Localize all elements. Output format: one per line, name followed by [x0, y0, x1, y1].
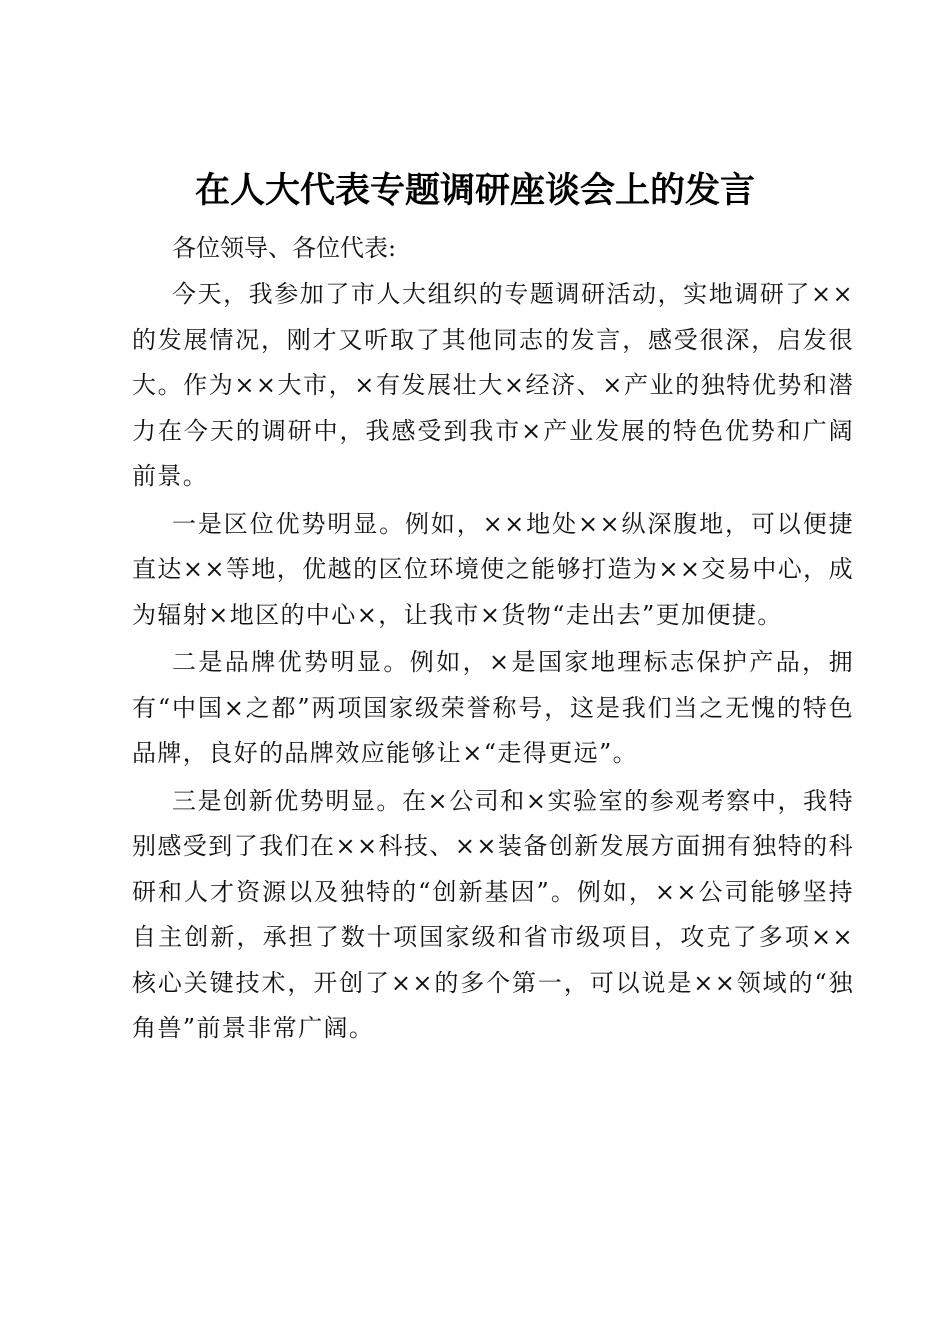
paragraph-intro: 今天，我参加了市人大组织的专题调研活动，实地调研了××的发展情况，刚才又听取了其他同志的发言，感受很深，启发很大。作为××大市，×有发展壮大×经济、×产业的独特优势和潜力在今天的调研中，我感受到我市×产业发展的特色优势和广阔前景。	[132, 280, 854, 490]
paragraph-innovation-advantage: 三是创新优势明显。在×公司和×实验室的参观考察中，我特别感受到了我们在××科技、××装备创新发展方面拥有独特的科研和人才资源以及独特的“创新基因”。例如，××公司能够坚持自主创新，承担了数十项国家级和省市级项目，攻克了多项××核心关键技术，开创了××的多个第一，可以说是××领域的“独角兽”前景非常广阔。	[132, 786, 854, 1042]
paragraph-brand-advantage: 二是品牌优势明显。例如，×是国家地理标志保护产品，拥有“中国×之都”两项国家级荣誉称号，这是我们当之无愧的特色品牌，良好的品牌效应能够让×“走得更远”。	[132, 648, 854, 767]
greeting: 各位领导、各位代表:	[172, 234, 397, 262]
page-title: 在人大代表专题调研座谈会上的发言	[194, 170, 755, 211]
paragraph-location-advantage: 一是区位优势明显。例如，××地处××纵深腹地，可以便捷直达××等地，优越的区位环境使之能够打造为××交易中心，成为辐射×地区的中心×，让我市×货物“走出去”更加便捷。	[132, 509, 854, 629]
document-body	[132, 228, 854, 1054]
